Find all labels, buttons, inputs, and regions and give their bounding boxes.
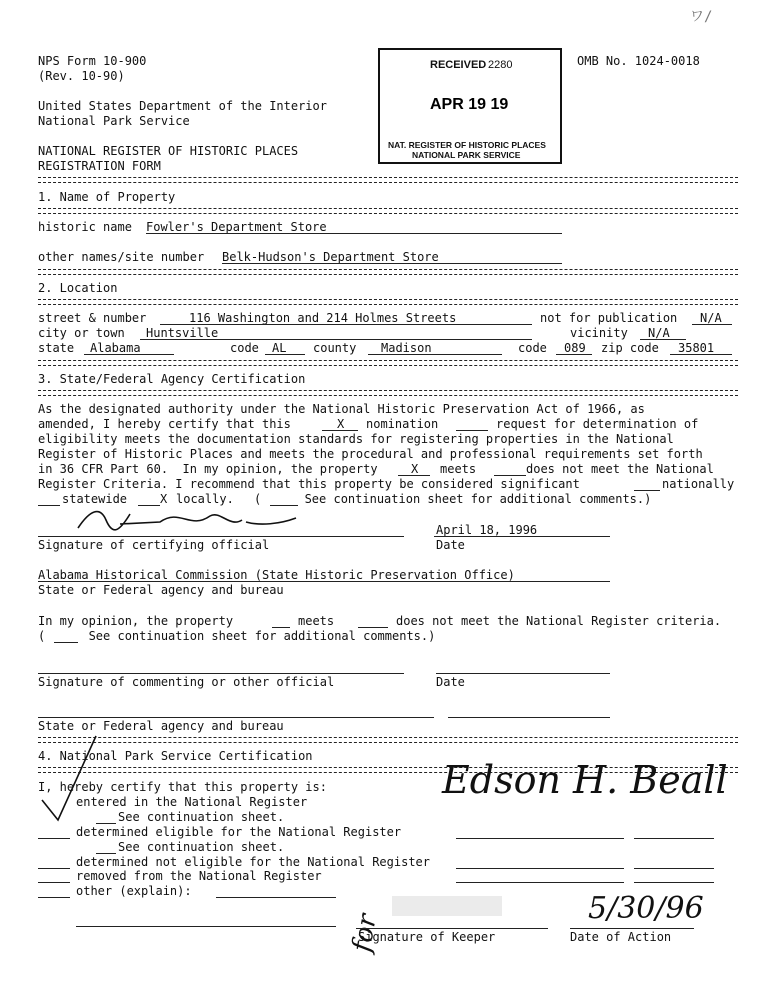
stamp-service: NATIONAL PARK SERVICE bbox=[412, 150, 521, 160]
corner-mark: ワ/ bbox=[690, 9, 713, 25]
field-line bbox=[96, 823, 116, 824]
stamp-number: 2280 bbox=[488, 59, 513, 71]
certifying-date-value: April 18, 1996 bbox=[436, 523, 538, 537]
section-3-heading: 3. State/Federal Agency Certification bbox=[38, 372, 306, 386]
field-line bbox=[356, 928, 548, 929]
form-subtitle: REGISTRATION FORM bbox=[38, 159, 161, 173]
entered-continuation: See continuation sheet. bbox=[118, 810, 285, 824]
field-line bbox=[38, 536, 404, 537]
cert-line-6a: Register Criteria. I recommend that this property be considered significant bbox=[38, 477, 580, 491]
commenting-signature-label: Signature of commenting or other official bbox=[38, 675, 335, 689]
field-line bbox=[84, 354, 174, 355]
for-mark: for bbox=[346, 911, 383, 955]
street-value: 116 Washington and 214 Holmes Streets bbox=[189, 311, 457, 325]
field-line bbox=[634, 490, 660, 491]
cert-line-2b: nomination bbox=[366, 417, 439, 431]
certifying-date-label: Date bbox=[436, 538, 465, 552]
cert-line-5c: does not meet the National bbox=[526, 462, 714, 476]
faded-stamp bbox=[392, 896, 502, 916]
county-label: county bbox=[313, 341, 357, 355]
removed-option: removed from the National Register bbox=[76, 869, 322, 883]
field-line bbox=[76, 926, 336, 927]
action-date-label: Date of Action bbox=[570, 930, 672, 944]
state-value: Alabama bbox=[90, 341, 141, 355]
check-mark bbox=[30, 730, 110, 826]
cert-line-5a: in 36 CFR Part 60. In my opinion, the property bbox=[38, 462, 378, 476]
statewide-option: statewide bbox=[62, 492, 128, 506]
field-line bbox=[556, 354, 592, 355]
field-line bbox=[38, 581, 610, 582]
stamp-date: APR 19 19 bbox=[430, 96, 509, 113]
historic-name-value: Fowler's Department Store bbox=[146, 220, 327, 234]
city-label: city or town bbox=[38, 326, 125, 340]
field-line bbox=[368, 354, 502, 355]
locally-option: locally. bbox=[176, 492, 234, 506]
field-line bbox=[160, 324, 532, 325]
field-line bbox=[448, 717, 610, 718]
locally-mark: X bbox=[160, 492, 168, 506]
nfp-value: N/A bbox=[700, 311, 722, 325]
street-label: street & number bbox=[38, 311, 147, 325]
not-eligible-option: determined not eligible for the National Register bbox=[76, 855, 431, 869]
field-line bbox=[456, 868, 624, 869]
stamp-received: RECEIVED bbox=[430, 59, 487, 71]
field-line bbox=[670, 354, 732, 355]
separator bbox=[38, 360, 738, 366]
separator bbox=[38, 208, 738, 214]
opinion-continuation: ( See continuation sheet for additional comments.) bbox=[38, 629, 436, 643]
separator bbox=[38, 737, 738, 743]
omb-number: OMB No. 1024-0018 bbox=[577, 54, 700, 68]
field-line bbox=[640, 339, 686, 340]
entered-option: entered in the National Register bbox=[76, 795, 308, 809]
field-line bbox=[456, 882, 624, 883]
section-4-heading: 4. National Park Service Certification bbox=[38, 749, 313, 763]
field-line bbox=[38, 505, 60, 506]
cert-line-2a: amended, I hereby certify that this bbox=[38, 417, 291, 431]
code-label: code bbox=[230, 341, 259, 355]
nps-intro: I, hereby certify that this property is: bbox=[38, 780, 327, 794]
form-number: NPS Form 10-900 bbox=[38, 54, 147, 68]
field-line bbox=[434, 536, 610, 537]
field-line bbox=[634, 838, 714, 839]
eligible-option: determined eligible for the National Register bbox=[76, 825, 402, 839]
cert-line-3: eligibility meets the documentation standards for registering properties in the National bbox=[38, 432, 674, 446]
field-line bbox=[265, 354, 305, 355]
cert-line-4: Register of Historic Places and meets the procedural and professional requirements set forth bbox=[38, 447, 703, 461]
stamp-office: NAT. REGISTER OF HISTORIC PLACES bbox=[388, 140, 546, 150]
field-line bbox=[634, 868, 714, 869]
certifying-signature bbox=[70, 500, 310, 540]
other-names-value: Belk-Hudson's Department Store bbox=[222, 250, 439, 264]
field-line bbox=[140, 339, 532, 340]
zip-label: zip code bbox=[601, 341, 659, 355]
field-line bbox=[146, 233, 562, 234]
zip-value: 35801 bbox=[678, 341, 715, 355]
service: National Park Service bbox=[38, 114, 190, 128]
commenting-date-label: Date bbox=[436, 675, 465, 689]
field-line bbox=[692, 324, 732, 325]
field-line bbox=[38, 897, 70, 898]
cert-line-2c: request for determination of bbox=[496, 417, 699, 431]
agency-label: State or Federal agency and bureau bbox=[38, 583, 284, 597]
field-line bbox=[456, 430, 488, 431]
agency-value: Alabama Historical Commission (State Historic Preservation Office) bbox=[38, 568, 515, 582]
field-line bbox=[456, 838, 624, 839]
separator bbox=[38, 177, 738, 183]
opinion-line-a: In my opinion, the property bbox=[38, 614, 234, 628]
field-line bbox=[216, 897, 336, 898]
form-title: NATIONAL REGISTER OF HISTORIC PLACES bbox=[38, 144, 299, 158]
county-code-value: 089 bbox=[564, 341, 586, 355]
field-line bbox=[634, 882, 714, 883]
opinion-not-meet: does not meet the National Register criteria. bbox=[396, 614, 722, 628]
historic-name-label: historic name bbox=[38, 220, 132, 234]
vicinity-label: vicinity bbox=[570, 326, 628, 340]
cert-line-1: As the designated authority under the National Historic Preservation Act of 1966, as bbox=[38, 402, 645, 416]
separator bbox=[38, 269, 738, 275]
received-stamp bbox=[378, 48, 562, 164]
other-option: other (explain): bbox=[76, 884, 192, 898]
city-value: Huntsville bbox=[146, 326, 219, 340]
field-line bbox=[272, 627, 290, 628]
field-line bbox=[494, 475, 526, 476]
nfp-label: not for publication bbox=[540, 311, 678, 325]
field-line bbox=[38, 717, 434, 718]
field-line bbox=[54, 642, 78, 643]
action-date-value: 5/30/96 bbox=[588, 891, 704, 926]
state-label: state bbox=[38, 341, 75, 355]
code-value: AL bbox=[272, 341, 287, 355]
keeper-signature-label: Signature of Keeper bbox=[358, 930, 496, 944]
section-1-heading: 1. Name of Property bbox=[38, 190, 176, 204]
section-2-heading: 2. Location bbox=[38, 281, 118, 295]
separator bbox=[38, 390, 738, 396]
meets-mark: X bbox=[411, 462, 419, 476]
field-line bbox=[38, 868, 70, 869]
field-line bbox=[38, 673, 404, 674]
nomination-mark: X bbox=[337, 417, 345, 431]
other-names-label: other names/site number bbox=[38, 250, 205, 264]
county-code-label: code bbox=[518, 341, 547, 355]
nationally-option: nationally bbox=[662, 477, 735, 491]
county-value: Madison bbox=[381, 341, 432, 355]
vicinity-value: N/A bbox=[648, 326, 670, 340]
separator bbox=[38, 299, 738, 305]
field-line bbox=[96, 853, 116, 854]
cert-line-5b: meets bbox=[440, 462, 477, 476]
agency2-label: State or Federal agency and bureau bbox=[38, 719, 284, 733]
field-line bbox=[358, 627, 388, 628]
keeper-signature: Edson H. Beall bbox=[442, 758, 728, 802]
form-revision: (Rev. 10-90) bbox=[38, 69, 125, 83]
field-line bbox=[38, 882, 70, 883]
certifying-signature-label: Signature of certifying official bbox=[38, 538, 270, 552]
field-line bbox=[38, 838, 70, 839]
cert-line-7c: ( See continuation sheet for additional comments.) bbox=[254, 492, 652, 506]
field-line bbox=[222, 263, 562, 264]
eligible-continuation: See continuation sheet. bbox=[118, 840, 285, 854]
field-line bbox=[436, 673, 610, 674]
field-line bbox=[570, 928, 694, 929]
department: United States Department of the Interior bbox=[38, 99, 327, 113]
opinion-meets: meets bbox=[298, 614, 335, 628]
